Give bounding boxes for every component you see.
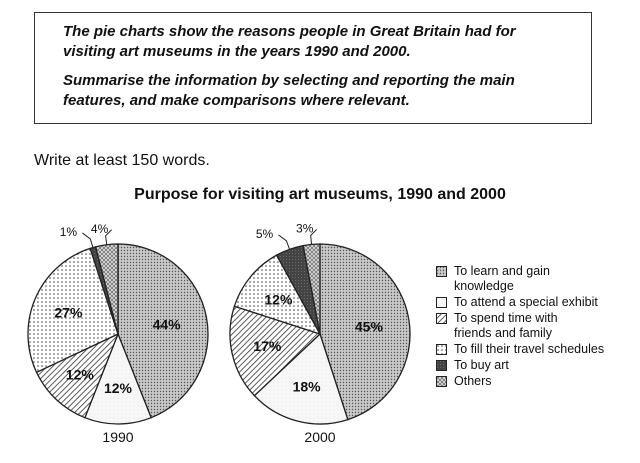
task-description: The pie charts show the reasons people in Great Britain had for visiting art museums in the years 1990 and 2000. — [63, 23, 516, 60]
pie-2000-label-2: 17% — [253, 337, 282, 354]
legend-item-0 — [436, 264, 604, 294]
pie-2000-label-3: 12% — [264, 291, 293, 308]
pie-2000-label-4: 5% — [255, 226, 274, 241]
legend-item-1 — [436, 295, 604, 310]
pie-1990-label-3: 27% — [54, 304, 83, 321]
legend-swatch-4 — [436, 360, 447, 371]
legend-label-5: Others — [454, 374, 492, 388]
legend-swatch-3 — [436, 344, 447, 355]
legend-item-5 — [436, 374, 604, 389]
pie-2000-year-label: 2000 — [304, 429, 336, 445]
legend-swatch-0 — [436, 266, 447, 277]
pie-1990-label-5: 4% — [90, 221, 109, 236]
legend-label-2: To spend time with friends and family — [454, 311, 558, 340]
pie-1990-label-4: 1% — [59, 224, 78, 239]
legend-label-4: To buy art — [454, 358, 509, 372]
pie-2000-label-5: 3% — [296, 221, 314, 236]
pie-2000-label-1: 18% — [292, 378, 321, 395]
legend — [436, 264, 604, 390]
legend-item-3 — [436, 342, 604, 357]
legend-swatch-2 — [436, 313, 447, 324]
pie-1990-year-label: 1990 — [102, 429, 134, 445]
pie-1990-label-1: 12% — [103, 380, 133, 396]
legend-swatch-5 — [436, 376, 447, 387]
pie-2000-label-0: 45% — [354, 318, 383, 335]
legend-swatch-1 — [436, 297, 447, 308]
legend-label-3: To fill their travel schedules — [454, 342, 605, 356]
pie-1990-label-0: 44% — [152, 316, 181, 333]
legend-label-0: To learn and gain knowledge — [454, 264, 550, 293]
chart-title: Purpose for visiting art museums, 1990 and 2000 — [134, 186, 506, 203]
word-count-instruction: Write at least 150 words. — [34, 152, 210, 169]
pie-1990-label-2: 12% — [65, 366, 94, 383]
legend-item-4 — [436, 358, 604, 373]
legend-item-2 — [436, 311, 604, 341]
pie-2000-leader-4 — [278, 235, 289, 249]
task-instruction: Summarise the information by selecting and reporting the main features, and make comparisons where relevant. — [63, 72, 515, 109]
legend-label-1: To attend a special exhibit — [454, 295, 598, 309]
